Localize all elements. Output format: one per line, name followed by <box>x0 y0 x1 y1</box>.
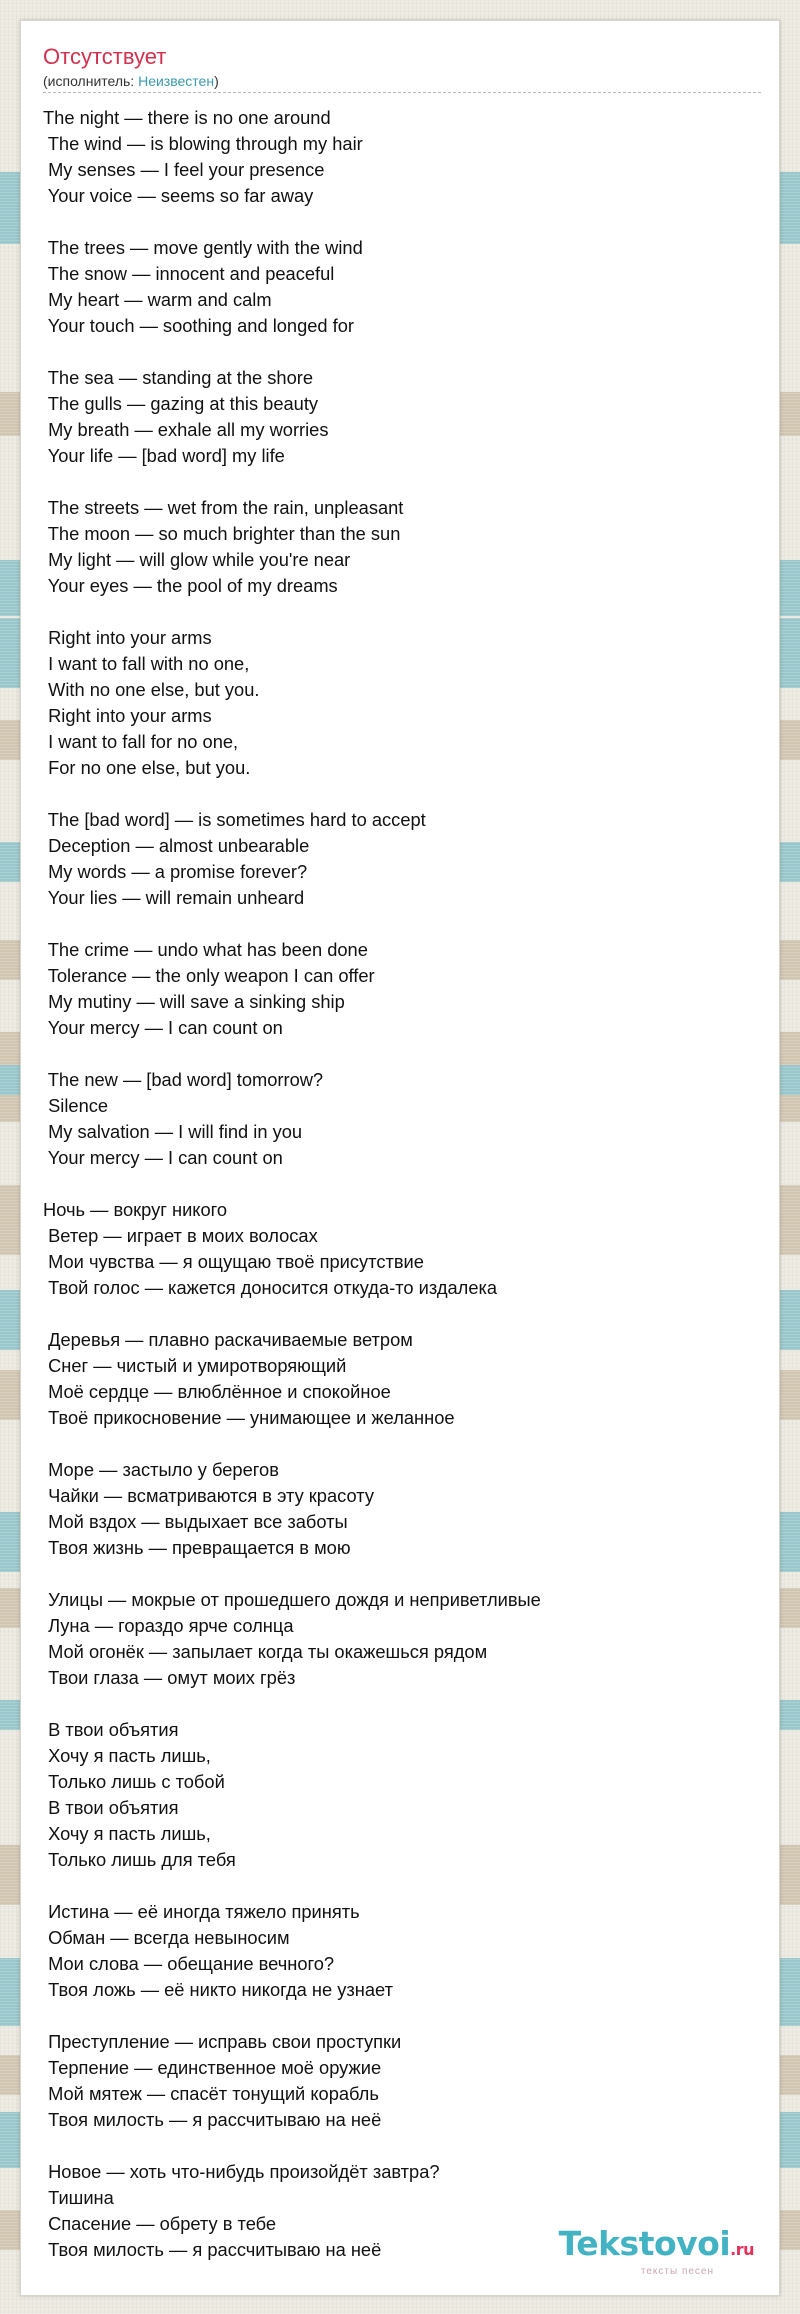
lyric-line: Улицы — мокрые от прошедшего дождя и неприветливые <box>43 1589 541 1610</box>
lyric-line: The new — [bad word] tomorrow? <box>43 1069 324 1090</box>
lyric-line: The snow — innocent and peaceful <box>43 263 335 284</box>
lyric-line: The crime — undo what has been done <box>43 939 368 960</box>
lyric-line: Море — застыло у берегов <box>43 1459 279 1480</box>
lyric-line: Хочу я пасть лишь, <box>43 1823 211 1844</box>
lyric-line: The moon — so much brighter than the sun <box>43 523 401 544</box>
stanza-break <box>43 1873 753 1899</box>
logo-tld: .ru <box>730 2240 754 2259</box>
lyric-line: Чайки — всматриваются в эту красоту <box>43 1485 374 1506</box>
lyric-line: Терпение — единственное моё оружие <box>43 2057 382 2078</box>
stanza-break <box>43 209 753 235</box>
lyric-line: The streets — wet from the rain, unpleasant <box>43 497 404 518</box>
lyric-line: I want to fall for no one, <box>43 731 239 752</box>
lyric-line: The wind — is blowing through my hair <box>43 133 363 154</box>
stanza-break <box>43 339 753 365</box>
lyric-line: My heart — warm and calm <box>43 289 272 310</box>
lyric-line: Мои чувства — я ощущаю твоё присутствие <box>43 1251 424 1272</box>
song-title: Отсутствует <box>43 44 167 69</box>
artist-link[interactable]: Неизвестен <box>138 73 215 89</box>
artist-suffix: ) <box>214 73 219 89</box>
lyrics-card <box>20 20 780 2296</box>
lyric-line: Луна — гораздо ярче солнца <box>43 1615 294 1636</box>
lyric-line: Silence <box>43 1095 109 1116</box>
lyric-line: В твои объятия <box>43 1719 179 1740</box>
stanza-break <box>43 1301 753 1327</box>
lyric-line: The trees — move gently with the wind <box>43 237 363 258</box>
lyric-line: Your life — [bad word] my life <box>43 445 285 466</box>
lyric-line: My salvation — I will find in you <box>43 1121 303 1142</box>
lyric-line: Преступление — исправь свои проступки <box>43 2031 402 2052</box>
lyric-line: Хочу я пасть лишь, <box>43 1745 211 1766</box>
stanza-break <box>43 2003 753 2029</box>
lyric-line: Tolerance — the only weapon I can offer <box>43 965 375 986</box>
lyric-line: Your lies — will remain unheard <box>43 887 305 908</box>
lyric-line: Истина — её иногда тяжело принять <box>43 1901 360 1922</box>
lyric-line: Ветер — играет в моих волосах <box>43 1225 318 1246</box>
stanza-break <box>43 781 753 807</box>
lyric-line: Your eyes — the pool of my dreams <box>43 575 338 596</box>
lyric-line: Спасение — обрету в тебе <box>43 2213 277 2234</box>
lyric-line: Your mercy — I can count on <box>43 1147 283 1168</box>
logo-name: Tekstovoi <box>558 2224 731 2263</box>
title-divider <box>43 92 761 93</box>
lyric-line: Your voice — seems so far away <box>43 185 314 206</box>
lyric-line: Your mercy — I can count on <box>43 1017 283 1038</box>
lyric-line: Снег — чистый и умиротворяющий <box>43 1355 347 1376</box>
lyric-line: Your touch — soothing and longed for <box>43 315 355 336</box>
lyric-line: Deception — almost unbearable <box>43 835 310 856</box>
lyric-line: Мой мятеж — спасёт тонущий корабль <box>43 2083 379 2104</box>
lyric-line: Новое — хоть что-нибудь произойдёт завтра? <box>43 2161 440 2182</box>
lyric-line: Твоя милость — я рассчитываю на неё <box>43 2109 382 2130</box>
lyric-line: Мои слова — обещание вечного? <box>43 1953 335 1974</box>
lyric-line: Тишина <box>43 2187 114 2208</box>
lyric-line: Только лишь для тебя <box>43 1849 236 1870</box>
stanza-break <box>43 2133 753 2159</box>
lyric-line: Right into your arms <box>43 627 212 648</box>
lyric-line: Ночь — вокруг никого <box>43 1199 228 1220</box>
lyric-line: Мой вздох — выдыхает все заботы <box>43 1511 348 1532</box>
lyric-line: I want to fall with no one, <box>43 653 250 674</box>
stanza-break <box>43 1561 753 1587</box>
lyric-line: My mutiny — will save a sinking ship <box>43 991 345 1012</box>
stanza-break <box>43 469 753 495</box>
lyric-line: With no one else, but you. <box>43 679 260 700</box>
stanza-break <box>43 1171 753 1197</box>
lyric-line: The gulls — gazing at this beauty <box>43 393 319 414</box>
logo-tagline: тексты песен <box>640 2266 714 2277</box>
lyric-line: My senses — I feel your presence <box>43 159 325 180</box>
lyric-line: Твоя милость — я рассчитываю на неё <box>43 2239 382 2260</box>
lyric-line: Right into your arms <box>43 705 212 726</box>
stanza-break <box>43 1431 753 1457</box>
lyric-line: Мой огонёк — запылает когда ты окажешься рядом <box>43 1641 488 1662</box>
lyric-line: Твоя ложь — её никто никогда не узнает <box>43 1979 393 2000</box>
stanza-break <box>43 1691 753 1717</box>
lyric-line: Твои глаза — омут моих грёз <box>43 1667 296 1688</box>
stanza-break <box>43 1041 753 1067</box>
lyric-line: The sea — standing at the shore <box>43 367 313 388</box>
stanza-break <box>43 599 753 625</box>
lyric-line: Моё сердце — влюблённое и спокойное <box>43 1381 391 1402</box>
lyric-line: The night — there is no one around <box>43 107 331 128</box>
artist-prefix: (исполнитель: <box>43 73 139 89</box>
lyric-line: Только лишь с тобой <box>43 1771 225 1792</box>
lyric-line: Обман — всегда невыносим <box>43 1927 290 1948</box>
lyric-line: The [bad word] — is sometimes hard to accept <box>43 809 426 830</box>
lyric-line: Твоя жизнь — превращается в мою <box>43 1537 351 1558</box>
lyric-line: Твоё прикосновение — унимающее и желанное <box>43 1407 455 1428</box>
lyric-line: For no one else, but you. <box>43 757 251 778</box>
site-logo[interactable] <box>544 2226 754 2277</box>
lyric-line: My light — will glow while you're near <box>43 549 351 570</box>
lyric-line: My breath — exhale all my worries <box>43 419 329 440</box>
stanza-break <box>43 911 753 937</box>
lyric-line: My words — a promise forever? <box>43 861 308 882</box>
lyric-line: Деревья — плавно раскачиваемые ветром <box>43 1329 413 1350</box>
lyric-line: Твой голос — кажется доносится откуда-то издалека <box>43 1277 498 1298</box>
artist-line <box>43 72 219 90</box>
lyrics-text <box>43 105 753 2263</box>
lyric-line: В твои объятия <box>43 1797 179 1818</box>
